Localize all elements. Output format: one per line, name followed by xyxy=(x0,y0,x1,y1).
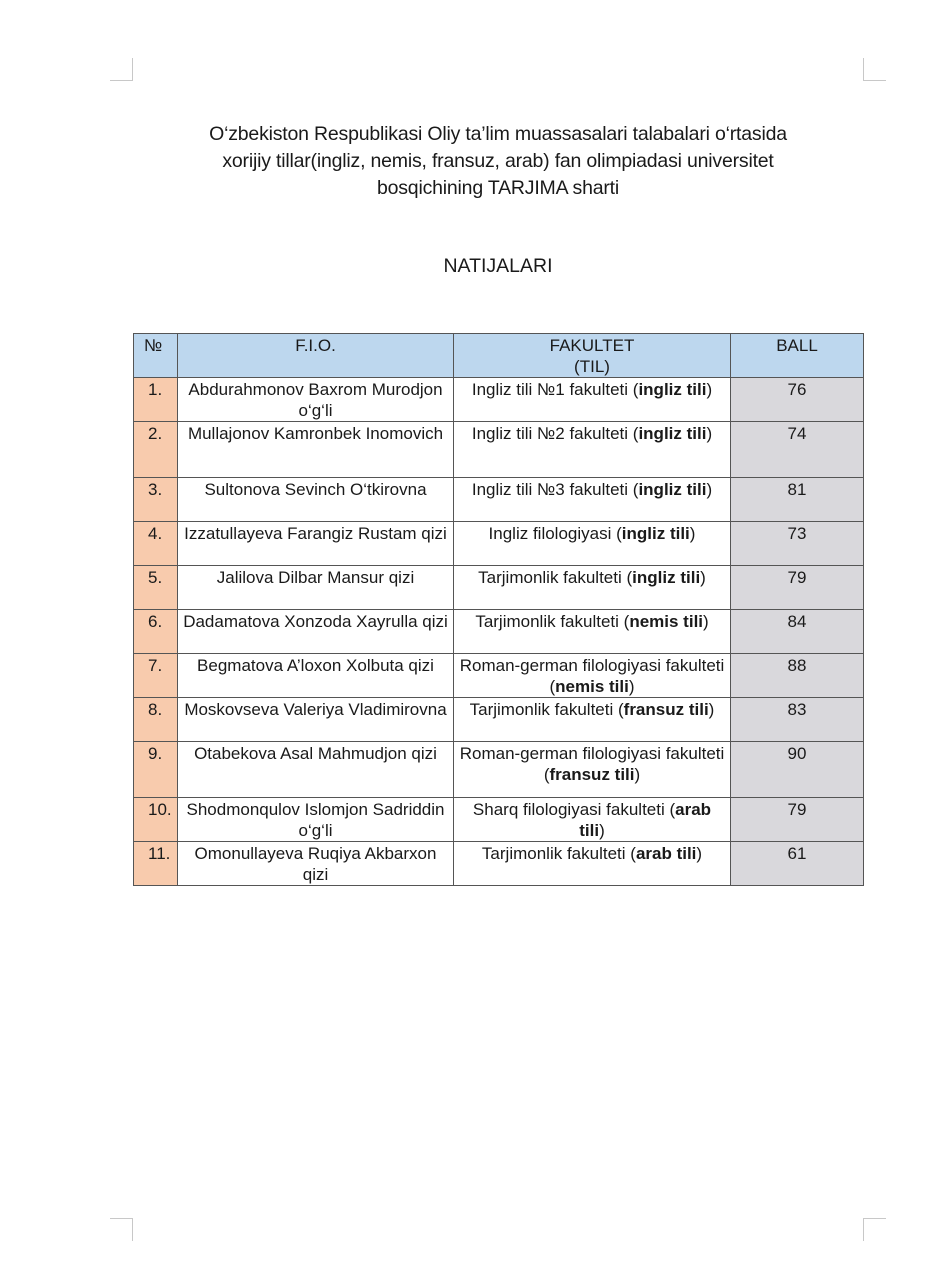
title-line: xorijiy tillar(ingliz, nemis, fransuz, arab) fan olimpiadasi universitet xyxy=(222,150,774,172)
row-ball: 61 xyxy=(731,842,864,886)
row-faculty xyxy=(454,842,731,886)
row-language-name: nemis tili xyxy=(629,612,704,631)
header-number: № xyxy=(134,334,178,378)
table-row xyxy=(134,798,864,842)
row-language: (ingliz tili) xyxy=(632,424,713,443)
table-row xyxy=(134,654,864,698)
row-ball: 79 xyxy=(731,566,864,610)
row-number: 4. xyxy=(134,522,178,566)
table-row xyxy=(134,698,864,742)
row-faculty xyxy=(454,378,731,422)
row-number: 9. xyxy=(134,742,178,798)
row-language-name: arab tili xyxy=(635,844,697,863)
row-ball: 76 xyxy=(731,378,864,422)
row-faculty-name: Roman-german filologiyasi fakulteti xyxy=(459,744,725,763)
row-faculty xyxy=(454,566,731,610)
row-language: (arab tili) xyxy=(579,800,712,840)
row-number: 2. xyxy=(134,422,178,478)
row-number: 11. xyxy=(134,842,178,886)
row-language: (ingliz tili) xyxy=(632,380,713,399)
row-language-name: ingliz tili xyxy=(638,424,707,443)
row-language-name: ingliz tili xyxy=(638,380,707,399)
row-faculty-name: Ingliz tili №2 fakulteti xyxy=(471,424,629,443)
row-number: 6. xyxy=(134,610,178,654)
header-faculty-line1: FAKULTET xyxy=(549,336,635,355)
row-faculty-name: Tarjimonlik fakulteti xyxy=(481,844,626,863)
row-faculty xyxy=(454,422,731,478)
row-fio: Shodmonqulov Islomjon Sadriddin o‘g‘li xyxy=(178,798,454,842)
row-faculty xyxy=(454,610,731,654)
row-ball: 74 xyxy=(731,422,864,478)
row-language: (fransuz tili) xyxy=(543,765,641,784)
row-faculty xyxy=(454,654,731,698)
table-row xyxy=(134,422,864,478)
row-language: (nemis tili) xyxy=(549,677,635,696)
header-faculty xyxy=(454,334,731,378)
row-number: 3. xyxy=(134,478,178,522)
row-number: 5. xyxy=(134,566,178,610)
row-faculty-name: Ingliz filologiyasi xyxy=(488,524,612,543)
row-faculty xyxy=(454,698,731,742)
row-faculty xyxy=(454,798,731,842)
row-language-name: arab tili xyxy=(579,800,712,840)
row-language-name: ingliz tili xyxy=(632,568,701,587)
title-line: O‘zbekiston Respublikasi Oliy ta’lim muassasalari talabalari o‘rtasida xyxy=(209,123,787,145)
row-faculty-name: Tarjimonlik fakulteti xyxy=(475,612,619,631)
row-number: 1. xyxy=(134,378,178,422)
header-ball: BALL xyxy=(731,334,864,378)
table-header-row xyxy=(134,334,864,378)
row-ball: 90 xyxy=(731,742,864,798)
page-corner-mark-top-right xyxy=(863,58,886,81)
row-fio: Omonullayeva Ruqiya Akbarxon qizi xyxy=(178,842,454,886)
document-subtitle: NATIJALARI xyxy=(443,255,553,277)
row-faculty-name: Roman-german filologiyasi fakulteti xyxy=(459,656,725,675)
row-faculty-name: Tarjimonlik fakulteti xyxy=(478,568,622,587)
table-row xyxy=(134,478,864,522)
page-corner-mark-bottom-left xyxy=(110,1218,133,1241)
page-corner-mark-top-left xyxy=(110,58,133,81)
table-row xyxy=(134,566,864,610)
row-language-name: ingliz tili xyxy=(621,524,690,543)
document-title xyxy=(140,121,856,202)
row-language-name: nemis tili xyxy=(555,677,629,696)
row-fio: Jalilova Dilbar Mansur qizi xyxy=(178,566,454,610)
header-faculty-line2: (TIL) xyxy=(574,357,610,376)
row-number: 7. xyxy=(134,654,178,698)
row-ball: 83 xyxy=(731,698,864,742)
row-faculty-name: Ingliz tili №3 fakulteti xyxy=(471,480,629,499)
table-row xyxy=(134,610,864,654)
table-row xyxy=(134,522,864,566)
row-language: (fransuz tili) xyxy=(617,700,715,719)
table-row xyxy=(134,742,864,798)
row-ball: 73 xyxy=(731,522,864,566)
row-ball: 81 xyxy=(731,478,864,522)
row-language: (ingliz tili) xyxy=(616,524,696,543)
table-row xyxy=(134,842,864,886)
row-ball: 79 xyxy=(731,798,864,842)
row-faculty-name: Ingliz tili №1 fakulteti xyxy=(471,380,629,399)
row-number: 10. xyxy=(134,798,178,842)
row-fio: Moskovseva Valeriya Vladimirovna xyxy=(178,698,454,742)
row-fio: Abdurahmonov Baxrom Murodjon o‘g‘li xyxy=(178,378,454,422)
row-fio: Begmatova A’loxon Xolbuta qizi xyxy=(178,654,454,698)
row-fio: Izzatullayeva Farangiz Rustam qizi xyxy=(178,522,454,566)
table-row xyxy=(134,378,864,422)
header-fio: F.I.O. xyxy=(178,334,454,378)
title-line: bosqichining TARJIMA sharti xyxy=(376,177,620,199)
row-language: (nemis tili) xyxy=(623,612,709,631)
row-faculty xyxy=(454,478,731,522)
row-language-name: fransuz tili xyxy=(623,700,709,719)
row-language-name: fransuz tili xyxy=(549,765,635,784)
page-corner-mark-bottom-right xyxy=(863,1218,886,1241)
row-faculty-name: Sharq filologiyasi fakulteti xyxy=(472,800,665,819)
row-ball: 88 xyxy=(731,654,864,698)
row-fio: Mullajonov Kamronbek Inomovich xyxy=(178,422,454,478)
row-language: (ingliz tili) xyxy=(632,480,713,499)
row-number: 8. xyxy=(134,698,178,742)
row-faculty xyxy=(454,522,731,566)
row-fio: Otabekova Asal Mahmudjon qizi xyxy=(178,742,454,798)
row-fio: Dadamatova Xonzoda Xayrulla qizi xyxy=(178,610,454,654)
row-language: (ingliz tili) xyxy=(626,568,706,587)
row-language-name: ingliz tili xyxy=(638,480,707,499)
row-fio: Sultonova Sevinch O‘tkirovna xyxy=(178,478,454,522)
row-faculty xyxy=(454,742,731,798)
row-ball: 84 xyxy=(731,610,864,654)
row-faculty-name: Tarjimonlik fakulteti xyxy=(469,700,614,719)
row-language: (arab tili) xyxy=(630,844,703,863)
results-table xyxy=(133,333,864,886)
